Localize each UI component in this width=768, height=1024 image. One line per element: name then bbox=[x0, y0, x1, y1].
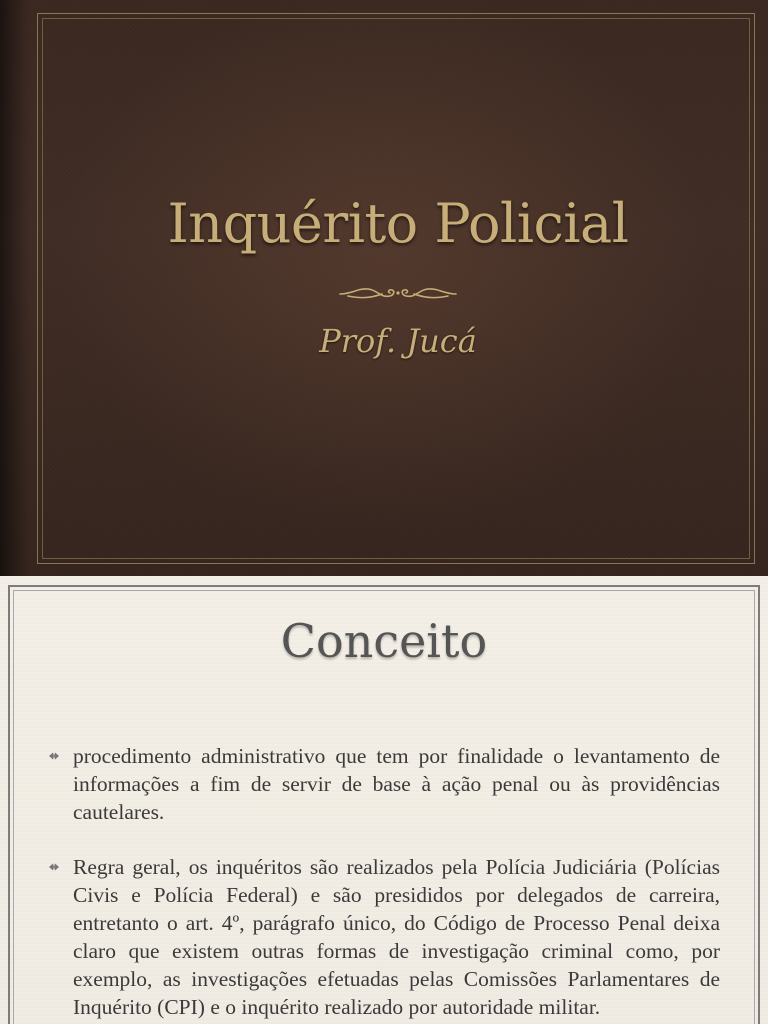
bullet-item bbox=[44, 853, 720, 1021]
diamond-bullet-icon bbox=[48, 751, 60, 761]
slide-subtitle: Prof. Jucá bbox=[319, 322, 477, 360]
content-slide bbox=[0, 576, 768, 1024]
bullet-text: Regra geral, os inquéritos são realizados pela Polícia Judiciária (Polícias Civis e Polícia Federal) e são presididos por delegados de carreira, entretanto o art. 4º, parágrafo único, do Código de Processo Penal deixa claro que existem outras formas de investigação criminal como, por exemplo, as investigações efetuadas pelas Comissões Parlamentares de Inquérito (CPI) e o inquérito realizado por autoridade militar. bbox=[73, 855, 720, 1019]
scroll-flourish-icon bbox=[338, 280, 458, 304]
slide-title: Inquérito Policial bbox=[167, 192, 629, 255]
bullet-text: procedimento administrativo que tem por finalidade o levantamento de informações a fim de servir de base à ação penal ou às providências cautelares. bbox=[73, 744, 720, 824]
slide-heading: Conceito bbox=[280, 614, 488, 668]
bullet-list bbox=[44, 742, 720, 1024]
bullet-item bbox=[44, 742, 720, 826]
diamond-bullet-icon bbox=[48, 862, 60, 872]
book-spine-shadow bbox=[0, 0, 30, 576]
